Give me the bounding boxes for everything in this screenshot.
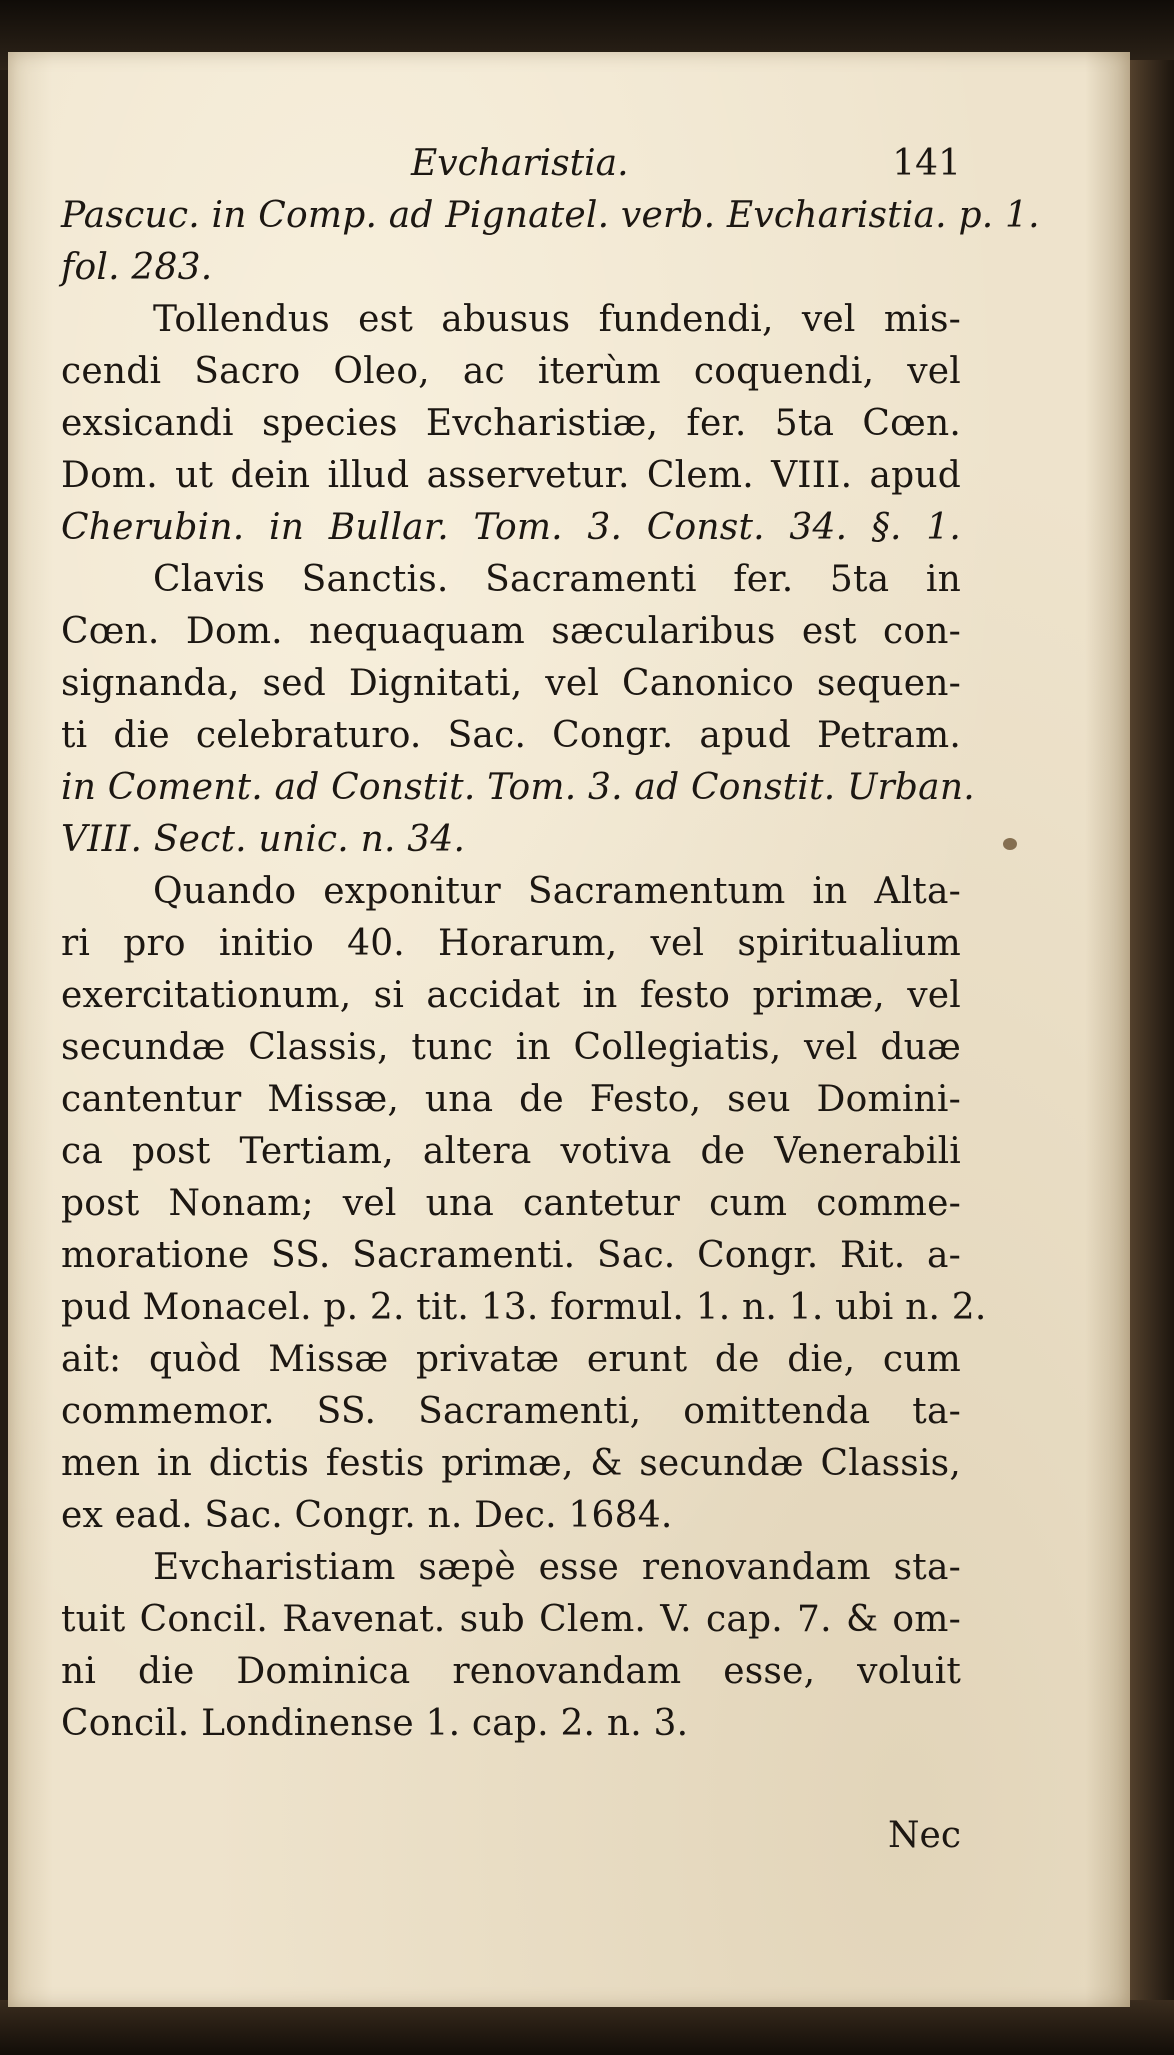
text-line: ait: quòd Missæ privatæ erunt de die, cum [61,1339,961,1380]
text-line: ca post Tertiam, altera votiva de Venerabili [61,1131,961,1172]
page-number: 141 [892,143,961,184]
text-line: Clavis Sanctis. Sacramenti fer. 5ta in [153,559,961,600]
text-line: Concil. Londinense 1. cap. 2. n. 3. [61,1703,689,1744]
text-line: Cœn. Dom. nequaquam sæcularibus est con- [61,611,961,652]
text-line: ri pro initio 40. Horarum, vel spiritualium [61,923,961,964]
book-page-edge [1125,60,1174,2020]
text-line: ti die celebraturo. Sac. Congr. apud Petram. [61,715,961,756]
scan-bottom-shadow [0,2000,1174,2055]
text-line: post Nonam; vel una cantetur cum comme- [61,1183,961,1224]
text-line: ex ead. Sac. Congr. n. Dec. 1684. [61,1495,673,1536]
text-line: commemor. SS. Sacramenti, omittenda ta- [61,1391,961,1432]
text-line: exercitationum, si accidat in festo primæ, vel [61,975,961,1016]
text-line: VIII. Sect. unic. n. 34. [61,819,466,860]
text-line: tuit Concil. Ravenat. sub Clem. V. cap. 7. & om- [61,1599,961,1640]
page-header [61,138,961,190]
text-line: secundæ Classis, tunc in Collegiatis, vel duæ [61,1027,961,1068]
text-line: ni die Dominica renovandam esse, voluit [61,1651,961,1692]
text-line: in Coment. ad Constit. Tom. 3. ad Constit. Urban. [61,767,975,808]
text-line: men in dictis festis primæ, & secundæ Classis, [61,1443,961,1484]
text-line: Pascuc. in Comp. ad Pignatel. verb. Evcharistia. p. 1. [61,195,1040,236]
text-line: Evcharistiam sæpè esse renovandam sta- [153,1547,961,1588]
catchword: Nec [888,1815,961,1856]
text-line: Quando exponitur Sacramentum in Alta- [153,871,961,912]
text-line: cendi Sacro Oleo, ac iterùm coquendi, vel [61,351,961,392]
ink-speck [1003,838,1017,850]
text-line: fol. 283. [61,247,213,288]
text-line: exsicandi species Evcharistiæ, fer. 5ta Cœn. [61,403,961,444]
text-line: signanda, sed Dignitati, vel Canonico sequen- [61,663,961,704]
text-line: Cherubin. in Bullar. Tom. 3. Const. 34. §. 1. [61,507,961,548]
text-line: pud Monacel. p. 2. tit. 13. formul. 1. n. 1. ubi n. 2. [61,1287,987,1328]
text-line: cantentur Missæ, una de Festo, seu Domini- [61,1079,961,1120]
text-line: moratione SS. Sacramenti. Sac. Congr. Rit. a- [61,1235,961,1276]
text-line: Tollendus est abusus fundendi, vel mis- [153,299,961,340]
running-title: Evcharistia. [411,143,629,184]
text-line: Dom. ut dein illud asservetur. Clem. VIII. apud [61,455,961,496]
